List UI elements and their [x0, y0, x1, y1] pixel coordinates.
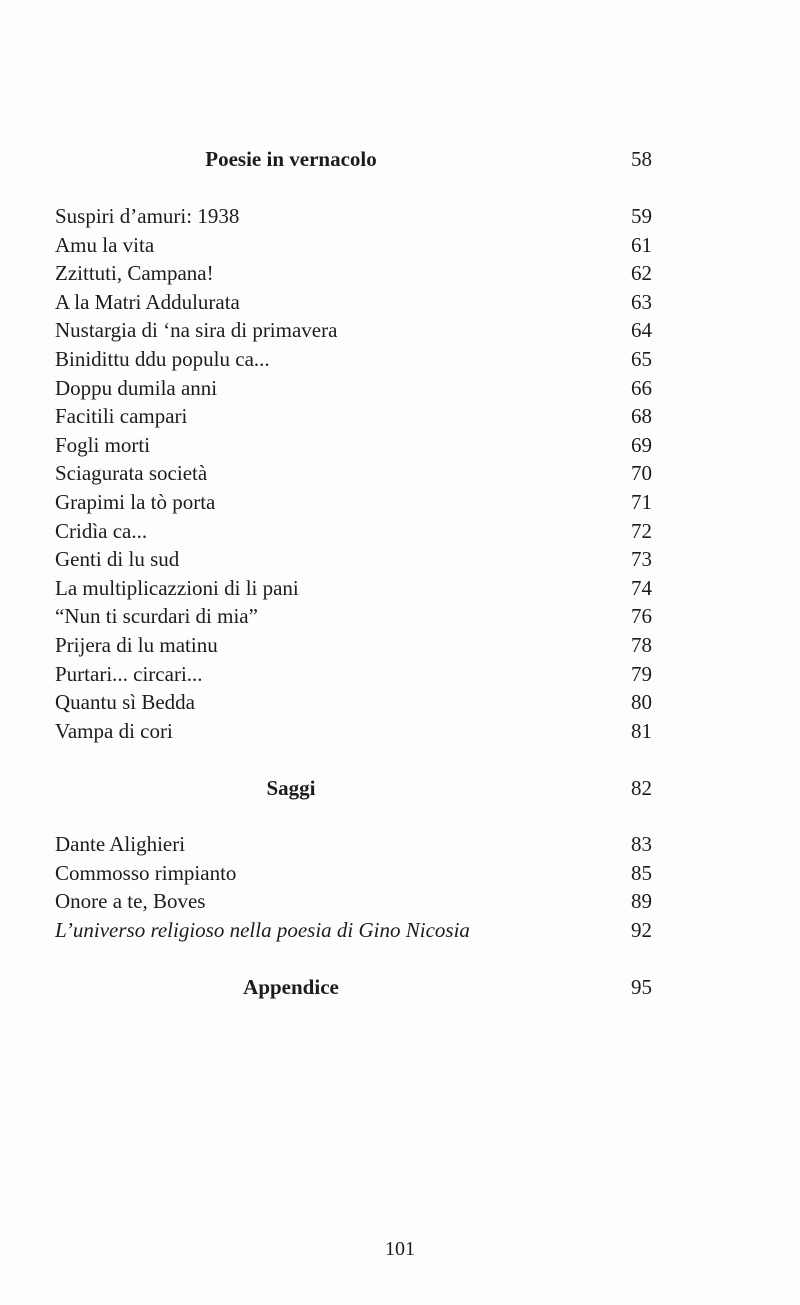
toc-entry: [55, 231, 652, 260]
section-heading-poesie: [55, 144, 652, 174]
entry-title: Nustargia di ‘na sira di primavera: [55, 318, 338, 343]
entry-page-number: 79: [631, 661, 652, 686]
entry-title: Genti di lu sud: [55, 547, 180, 572]
entry-title: Facitili campari: [55, 404, 188, 429]
toc-entry: [55, 488, 652, 517]
entry-page-number: 78: [631, 632, 652, 657]
page-number: 101: [385, 1238, 415, 1260]
entry-title: Commosso rimpianto: [55, 860, 237, 885]
toc-entry: [55, 517, 652, 546]
entry-title: Vampa di cori: [55, 718, 173, 743]
entry-page-number: 74: [631, 575, 652, 600]
entry-page-number: 85: [631, 860, 652, 885]
section-page-number: 58: [631, 147, 652, 171]
entry-title: Purtari... circari...: [55, 661, 203, 686]
entry-page-number: 63: [631, 289, 652, 314]
entry-page-number: 70: [631, 461, 652, 486]
entry-title: A la Matri Addulurata: [55, 289, 240, 314]
table-of-contents: [55, 0, 652, 1305]
section-title: Saggi: [266, 776, 316, 800]
entry-title: Prijera di lu matinu: [55, 632, 218, 657]
toc-entry: [55, 602, 652, 631]
entry-title: Cridìa ca...: [55, 518, 148, 543]
toc-entry: [55, 545, 652, 574]
section-page-number: 82: [631, 776, 652, 800]
section-title: Appendice: [243, 975, 339, 999]
entry-page-number: 59: [631, 204, 652, 228]
entry-page-number: 69: [631, 432, 652, 457]
entry-page-number: 83: [631, 832, 652, 856]
toc-entry: [55, 431, 652, 460]
section-page-number: 95: [631, 975, 652, 999]
toc-entry: [55, 574, 652, 603]
toc-entry: [55, 887, 652, 916]
toc-entry: [55, 288, 652, 317]
entry-page-number: 92: [631, 917, 652, 942]
toc-entry: [55, 830, 652, 859]
toc-entry: [55, 631, 652, 660]
entry-page-number: 62: [631, 261, 652, 286]
section-heading-appendice: [55, 972, 652, 1002]
entry-title: Grapimi la tò porta: [55, 489, 216, 514]
entry-page-number: 68: [631, 404, 652, 429]
toc-entry: [55, 316, 652, 345]
entry-title: L’universo religioso nella poesia di Gino Nicosia: [55, 917, 470, 942]
entry-title: Binidittu ddu populu ca...: [55, 346, 270, 371]
entry-page-number: 64: [631, 318, 652, 343]
section-title: Poesie in vernacolo: [205, 147, 377, 171]
entry-title: “Nun ti scurdari di mia”: [55, 604, 258, 629]
entry-page-number: 71: [631, 489, 652, 514]
entry-title: Zzittuti, Campana!: [55, 261, 214, 286]
entry-title: Fogli morti: [55, 432, 151, 457]
entry-page-number: 89: [631, 889, 652, 914]
entry-page-number: 73: [631, 547, 652, 572]
toc-entry: [55, 202, 652, 231]
entry-title: Amu la vita: [55, 232, 155, 257]
entry-page-number: 81: [631, 718, 652, 743]
entry-title: Suspiri d’amuri: 1938: [55, 204, 240, 228]
toc-entry: [55, 916, 652, 945]
entry-title: Onore a te, Boves: [55, 889, 206, 914]
entry-list-poesie: [55, 202, 652, 745]
toc-entry: [55, 459, 652, 488]
entry-title: Dante Alighieri: [55, 832, 186, 856]
toc-entry: [55, 345, 652, 374]
entry-list-saggi: [55, 830, 652, 944]
entry-title: Doppu dumila anni: [55, 375, 218, 400]
toc-entry: [55, 660, 652, 689]
toc-entry: [55, 717, 652, 746]
toc-entry: [55, 259, 652, 288]
entry-page-number: 66: [631, 375, 652, 400]
toc-entry: [55, 859, 652, 888]
toc-entry: [55, 402, 652, 431]
entry-page-number: 76: [631, 604, 652, 629]
entry-page-number: 61: [631, 232, 652, 257]
entry-page-number: 80: [631, 690, 652, 715]
entry-title: Sciagurata società: [55, 461, 208, 486]
section-heading-saggi: [55, 773, 652, 803]
entry-title: La multiplicazzioni di li pani: [55, 575, 299, 600]
entry-title: Quantu sì Bedda: [55, 690, 195, 715]
toc-entry: [55, 688, 652, 717]
entry-page-number: 72: [631, 518, 652, 543]
entry-page-number: 65: [631, 346, 652, 371]
toc-entry: [55, 374, 652, 403]
